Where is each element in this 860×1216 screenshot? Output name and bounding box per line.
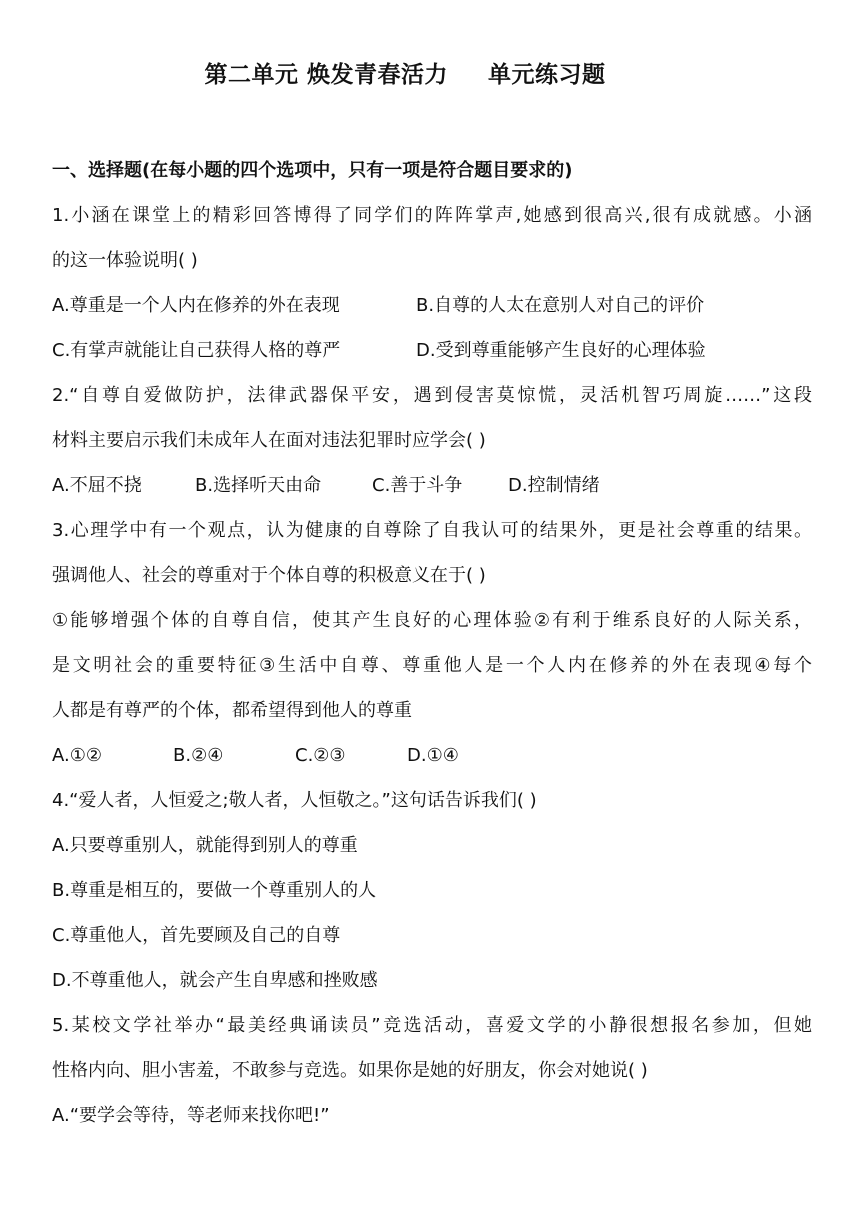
question-stem-line: 性格内向、胆小害羞，不敢参与竞选。如果你是她的好朋友，你会对她说( ) (52, 1060, 648, 1081)
option-row (52, 283, 812, 328)
question-stem-line: 人都是有尊严的个体，都希望得到他人的尊重 (52, 700, 412, 721)
option-b[interactable]: B.自尊的人太在意别人对自己的评价 (416, 295, 705, 316)
option-d[interactable]: D.控制情绪 (508, 475, 600, 496)
question-5 (52, 1003, 812, 1138)
option-c[interactable]: C.善于斗争 (372, 475, 463, 496)
question-1 (52, 193, 812, 373)
option-a[interactable]: A.“要学会等待，等老师来找你吧!” (52, 1105, 330, 1126)
option-d[interactable]: D.不尊重他人，就会产生自卑感和挫败感 (52, 970, 378, 991)
question-2 (52, 373, 812, 508)
option-row (52, 463, 812, 508)
option-c[interactable]: C.尊重他人，首先要顾及自己的自尊 (52, 925, 341, 946)
option-a[interactable]: A.尊重是一个人内在修养的外在表现 (52, 295, 340, 316)
option-row (52, 733, 812, 778)
option-d[interactable]: D.受到尊重能够产生良好的心理体验 (416, 340, 706, 361)
question-4 (52, 778, 812, 1003)
option-row (52, 328, 812, 373)
option-b[interactable]: B.②④ (173, 745, 224, 766)
option-b[interactable]: B.尊重是相互的，要做一个尊重别人的人 (52, 880, 377, 901)
option-b[interactable]: B.选择听天由命 (195, 475, 322, 496)
question-stem-line: ①能够增强个体的自尊自信，使其产生良好的心理体验②有利于维系良好的人际关系， (52, 610, 812, 631)
title-main: 第二单元 焕发青春活力 (204, 62, 448, 88)
question-stem-line: 材料主要启示我们未成年人在面对违法犯罪时应学会( ) (52, 430, 486, 451)
option-c[interactable]: C.有掌声就能让自己获得人格的尊严 (52, 340, 341, 361)
section-heading: 一、选择题(在每小题的四个选项中，只有一项是符合题目要求的) (52, 160, 573, 181)
question-stem-line: 2.“自尊自爱做防护，法律武器保平安，遇到侵害莫惊慌，灵活机智巧周旋……”这段 (52, 385, 812, 406)
option-a[interactable]: A.只要尊重别人，就能得到别人的尊重 (52, 835, 358, 856)
option-a[interactable]: A.不屈不挠 (52, 475, 142, 496)
question-stem-line: 强调他人、社会的尊重对于个体自尊的积极意义在于( ) (52, 565, 486, 586)
question-3 (52, 508, 812, 778)
question-list (52, 148, 812, 1138)
option-d[interactable]: D.①④ (407, 745, 459, 766)
question-stem-line: 3.心理学中有一个观点，认为健康的自尊除了自我认可的结果外，更是社会尊重的结果。 (52, 520, 812, 541)
question-stem-line: 1.小涵在课堂上的精彩回答博得了同学们的阵阵掌声,她感到很高兴,很有成就感。小涵 (52, 205, 812, 226)
question-stem-line: 是文明社会的重要特征③生活中自尊、尊重他人是一个人内在修养的外在表现④每个 (52, 655, 812, 676)
title-sub: 单元练习题 (488, 62, 606, 88)
question-stem-line: 4.“爱人者，人恒爱之;敬人者，人恒敬之。”这句话告诉我们( ) (52, 790, 537, 811)
option-c[interactable]: C.②③ (295, 745, 346, 766)
document-title (0, 56, 810, 89)
question-stem-line: 5.某校文学社举办“最美经典诵读员”竞选活动，喜爱文学的小静很想报名参加，但她 (52, 1015, 812, 1036)
option-a[interactable]: A.①② (52, 745, 102, 766)
question-stem-line: 的这一体验说明( ) (52, 250, 198, 271)
